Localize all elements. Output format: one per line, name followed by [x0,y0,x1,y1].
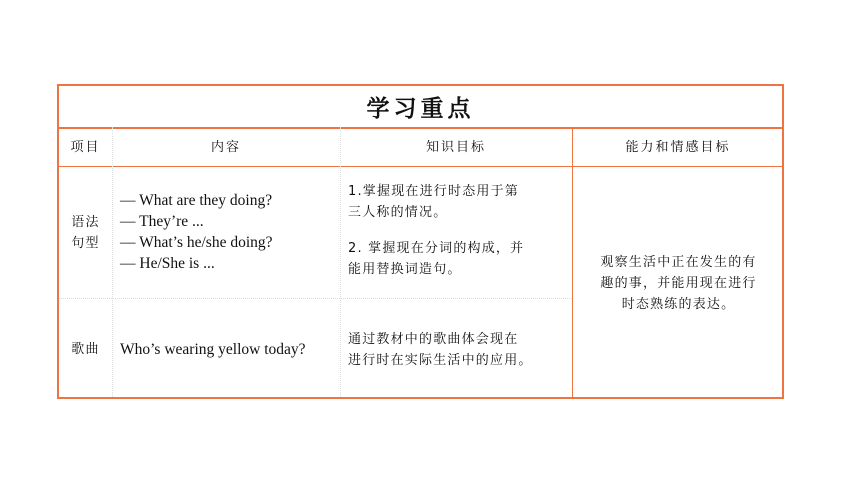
knowledge-1-line2: 三人称的情况。 [348,205,448,220]
content-line: — They’re ... [120,213,204,230]
item-column-divider [112,127,113,397]
knowledge-2-line1: 2. 掌握现在分词的构成，并 [348,241,525,256]
header-ability: 能力和情感目标 [625,139,731,155]
table-title-row [59,86,782,129]
song-knowledge-line1: 通过教材中的歌曲体会现在 [348,332,519,347]
ability-line: 趣的事，并能用现在进行 [600,275,757,291]
header-knowledge: 知识目标 [425,139,486,155]
ability-line: 时态熟练的表达。 [621,296,736,312]
table-title: 学习重点 [366,96,475,122]
ability-goal [573,167,784,399]
content-line: — What are they doing? [120,192,273,209]
content-column-divider [340,127,341,397]
song-knowledge-line2: 进行时在实际生活中的应用。 [348,353,533,368]
knowledge-1-line1: 1.掌握现在进行时态用于第 [348,184,520,199]
row-grammar-content [120,190,340,274]
ability-line: 观察生活中正在发生的有 [600,254,757,270]
content-line: — What’s he/she doing? [120,234,273,251]
row-grammar-item [59,167,112,298]
row-song-item: 歌曲 [71,341,100,357]
knowledge-2-line2: 能用替换词造句。 [348,262,462,277]
header-content: 内容 [210,139,241,155]
row-grammar-item-line2: 句型 [71,235,100,251]
header-item: 项目 [70,139,101,155]
row-grammar-item-line1: 语法 [71,214,100,230]
row-grammar-knowledge [348,181,570,280]
row-song-knowledge [348,329,570,371]
learning-focus-table [57,84,784,399]
content-line: — He/She is ... [120,255,215,272]
row-song-content: Who’s wearing yellow today? [120,340,306,358]
